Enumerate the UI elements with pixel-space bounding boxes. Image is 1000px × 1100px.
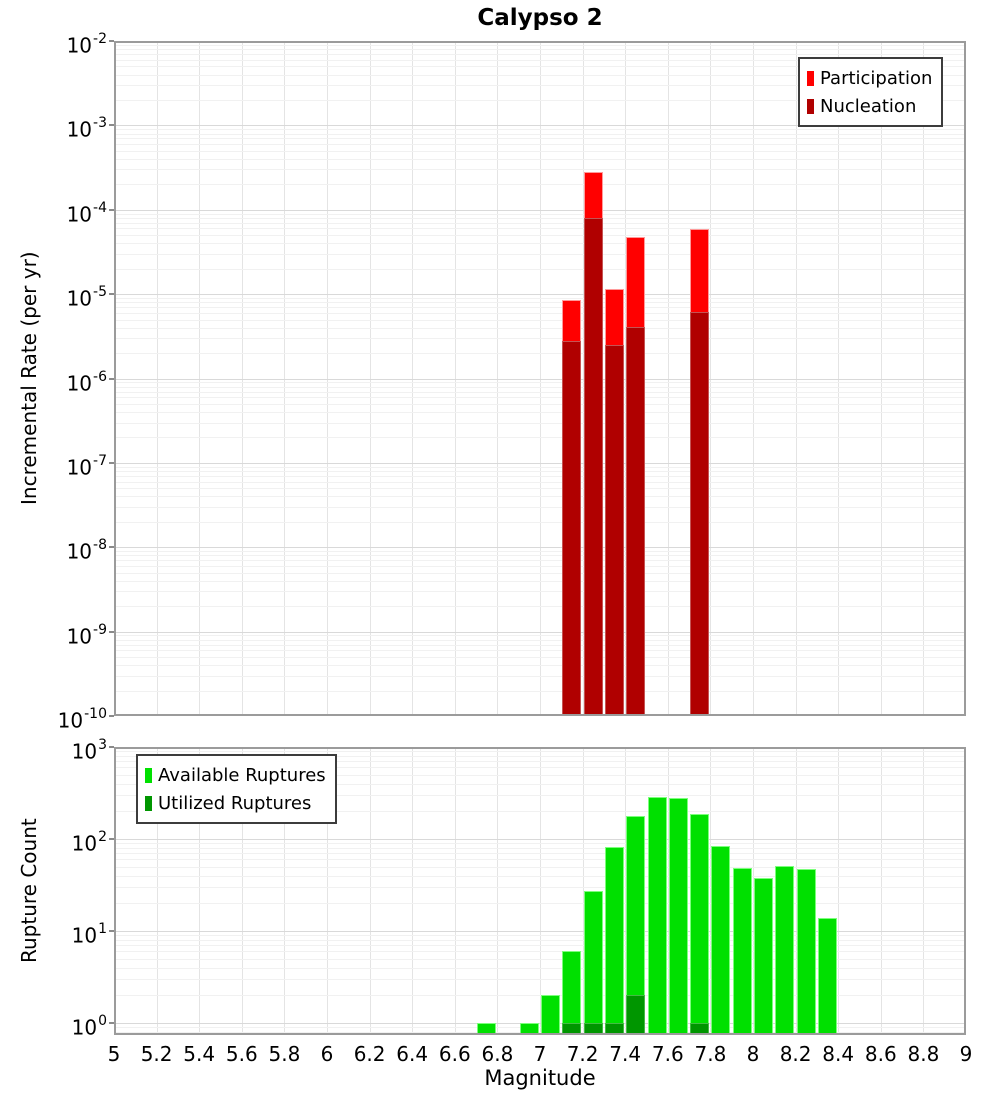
x-tick-label: 6.4 bbox=[396, 1042, 429, 1066]
legend-label-available-ruptures: Available Ruptures bbox=[158, 764, 326, 786]
chart-title: Calypso 2 bbox=[477, 5, 603, 31]
legend-item-nucleation bbox=[807, 92, 932, 120]
nucleation-swatch-icon bbox=[807, 99, 814, 114]
x-tick-label: 7.8 bbox=[694, 1042, 727, 1066]
x-tick-label: 8.2 bbox=[779, 1042, 812, 1066]
y-tick-label: $10^1$ bbox=[71, 921, 107, 948]
y-tick-mark bbox=[109, 546, 114, 548]
x-tick-label: 7.4 bbox=[609, 1042, 642, 1066]
y-tick-label: $10^{-2}$ bbox=[66, 31, 107, 58]
y-tick-mark bbox=[109, 124, 114, 126]
x-tick-label: 6.8 bbox=[481, 1042, 514, 1066]
top-plot-frame bbox=[114, 41, 966, 716]
x-tick-label: 6 bbox=[320, 1042, 334, 1066]
y-tick-label: $10^{-4}$ bbox=[66, 199, 107, 227]
y-tick-label: $10^0$ bbox=[71, 1013, 107, 1040]
x-axis-label: Magnitude bbox=[484, 1066, 596, 1090]
x-tick-label: 5.2 bbox=[140, 1042, 173, 1066]
utilized-ruptures-swatch-icon bbox=[145, 796, 152, 811]
y-tick-mark bbox=[109, 746, 114, 748]
legend-label-utilized-ruptures: Utilized Ruptures bbox=[158, 792, 312, 814]
x-tick-label: 5 bbox=[107, 1042, 121, 1066]
y-tick-mark bbox=[109, 838, 114, 840]
x-tick-label: 6.2 bbox=[353, 1042, 386, 1066]
y-tick-mark bbox=[109, 40, 114, 42]
bottom-y-axis-label: Rupture Count bbox=[17, 818, 41, 964]
y-tick-mark bbox=[109, 631, 114, 633]
y-tick-mark bbox=[109, 930, 114, 932]
y-tick-mark bbox=[109, 378, 114, 380]
y-tick-mark bbox=[109, 209, 114, 211]
x-tick-label: 5.6 bbox=[225, 1042, 258, 1066]
legend-item-utilized-ruptures bbox=[145, 789, 326, 817]
y-tick-label: $10^2$ bbox=[71, 829, 107, 856]
legend-item-available-ruptures bbox=[145, 761, 326, 789]
x-tick-label: 7 bbox=[533, 1042, 547, 1066]
x-tick-label: 8.4 bbox=[822, 1042, 855, 1066]
x-tick-label: 8 bbox=[746, 1042, 760, 1066]
y-tick-mark bbox=[109, 1022, 114, 1024]
y-tick-mark bbox=[109, 293, 114, 295]
legend-item-participation bbox=[807, 64, 932, 92]
y-tick-label: $10^{-10}$ bbox=[57, 706, 107, 733]
y-tick-label: $10^{-6}$ bbox=[66, 368, 107, 396]
legend-label-nucleation: Nucleation bbox=[820, 95, 917, 117]
y-tick-mark bbox=[109, 462, 114, 464]
y-tick-label: $10^{-7}$ bbox=[66, 452, 107, 480]
y-tick-label: $10^3$ bbox=[71, 737, 107, 764]
x-tick-label: 5.8 bbox=[268, 1042, 301, 1066]
legend-label-participation: Participation bbox=[820, 67, 933, 89]
participation-swatch-icon bbox=[807, 71, 814, 86]
bottom-legend bbox=[136, 754, 337, 824]
top-legend bbox=[798, 57, 943, 127]
x-tick-label: 8.6 bbox=[864, 1042, 897, 1066]
x-tick-label: 7.6 bbox=[651, 1042, 684, 1066]
y-tick-label: $10^{-3}$ bbox=[66, 115, 107, 143]
top-y-axis-label: Incremental Rate (per yr) bbox=[17, 251, 41, 506]
y-tick-label: $10^{-8}$ bbox=[66, 537, 107, 564]
x-tick-label: 6.6 bbox=[438, 1042, 471, 1066]
y-tick-label: $10^{-9}$ bbox=[66, 621, 107, 649]
x-tick-label: 9 bbox=[959, 1042, 973, 1066]
x-tick-label: 7.2 bbox=[566, 1042, 599, 1066]
y-tick-mark bbox=[109, 715, 114, 717]
y-tick-label: $10^{-5}$ bbox=[66, 284, 107, 311]
available-ruptures-swatch-icon bbox=[145, 768, 152, 783]
x-tick-label: 5.4 bbox=[183, 1042, 216, 1066]
x-tick-label: 8.8 bbox=[907, 1042, 940, 1066]
